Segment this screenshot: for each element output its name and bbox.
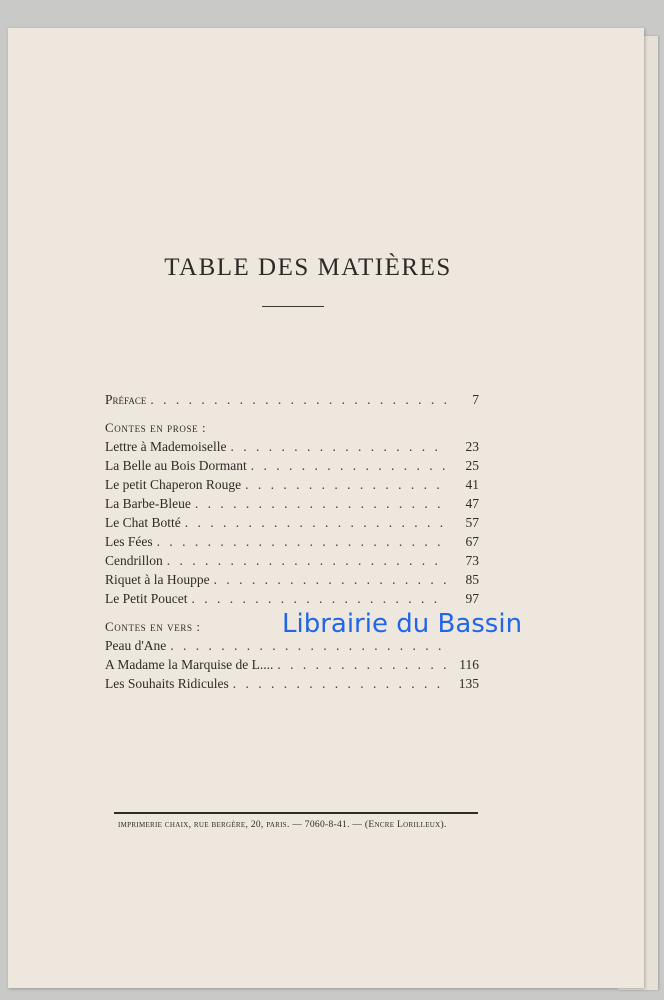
toc-entry-label: La Barbe-Bleue: [105, 496, 191, 511]
toc-entry-label: Les Souhaits Ridicules: [105, 676, 229, 691]
dot-leader: [185, 513, 447, 532]
toc-entry-page: 57: [465, 515, 479, 530]
toc-entry-page: 116: [459, 657, 479, 672]
toc-entry-label: Le Chat Botté: [105, 515, 181, 530]
title-divider: [262, 306, 324, 307]
section-heading-verse: Contes en vers :: [105, 619, 201, 634]
toc-entry-page: 7: [472, 392, 479, 407]
toc-entry-label: Les Fées: [105, 534, 153, 549]
footer-rule: [114, 812, 478, 814]
toc-entry-page: 73: [465, 553, 479, 568]
watermark-text: Librairie du Bassin: [282, 609, 523, 639]
toc-entry-page: 85: [465, 572, 479, 587]
toc-entry: [105, 437, 479, 456]
toc-entry-page: 135: [458, 676, 479, 691]
toc-entry-label: A Madame la Marquise de L....: [105, 657, 274, 672]
toc-entry-page: 97: [465, 591, 479, 606]
toc-entry: [105, 551, 479, 570]
book-page: [8, 28, 644, 988]
section-heading-prose: Contes en prose :: [105, 420, 207, 435]
dot-leader: [251, 456, 447, 475]
toc-entry: [105, 532, 479, 551]
toc-entry: [105, 494, 479, 513]
toc-entry: [105, 513, 479, 532]
page-title: TABLE DES MATIÈRES: [164, 254, 452, 281]
toc-entry: [105, 655, 479, 674]
toc-entry-page: 41: [465, 477, 479, 492]
toc-entry-label: Peau d'Ane: [105, 638, 167, 653]
toc-entry-page: 23: [465, 439, 479, 454]
toc-entry: [105, 674, 479, 693]
dot-leader: [195, 494, 447, 513]
toc-entry-label: Préface: [105, 392, 147, 407]
toc-entry-label: Riquet à la Houppe: [105, 572, 210, 587]
dot-leader: [167, 551, 447, 570]
toc-entry: [105, 570, 479, 589]
table-of-contents: [105, 390, 479, 693]
toc-entry-page: 47: [465, 496, 479, 511]
toc-entry-label: Le Petit Poucet: [105, 591, 188, 606]
dot-leader: [157, 532, 447, 551]
toc-entry: [105, 456, 479, 475]
dot-leader: [150, 390, 447, 409]
toc-entry-label: La Belle au Bois Dormant: [105, 458, 247, 473]
dot-leader: [233, 674, 447, 693]
toc-entry-page: 67: [465, 534, 479, 549]
toc-entry-label: Cendrillon: [105, 553, 163, 568]
toc-entry-label: Lettre à Mademoiselle: [105, 439, 227, 454]
toc-entry: [105, 475, 479, 494]
toc-entry-label: Le petit Chaperon Rouge: [105, 477, 242, 492]
dot-leader: [191, 589, 447, 608]
printer-imprint: imprimerie chaix, rue bergère, 20, paris. — 7060-8-41. — (Encre Lorilleux).: [118, 820, 447, 830]
dot-leader: [214, 570, 447, 589]
dot-leader: [245, 475, 447, 494]
dot-leader: [230, 437, 447, 456]
toc-entry-page: 25: [465, 458, 479, 473]
toc-entry-preface: [105, 390, 479, 409]
dot-leader: [277, 655, 447, 674]
toc-entry: [105, 589, 479, 608]
